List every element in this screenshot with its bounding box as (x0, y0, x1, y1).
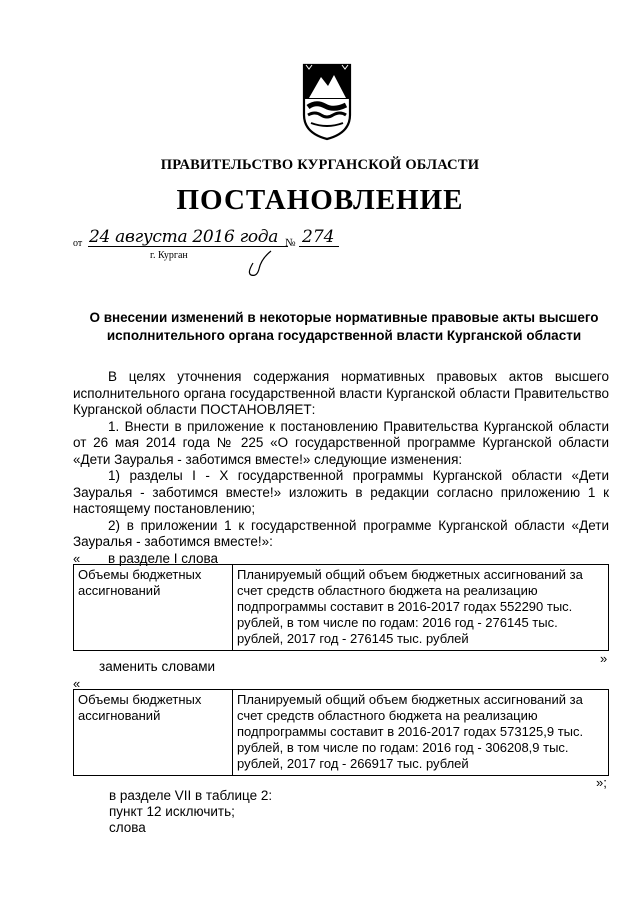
signature-stroke-icon (241, 249, 277, 279)
table-label-cell: Объемы бюджетных ассигнований (74, 690, 233, 776)
date-underline (88, 246, 288, 247)
table-row (74, 690, 609, 776)
date-number-line (73, 229, 373, 277)
open-quote-2: « (73, 676, 81, 691)
handwritten-date: 24 августа 2016 года (89, 227, 279, 247)
table-text-cell: Планируемый общий объем бюджетных ассигнований за счет средств областного бюджета на реализацию подпрограммы составит в 2016-2017 годах 573125,9 тыс. рублей, в том числе по годам: 2016 год - 306208,9 тыс. рублей, 2017 год - 266917 тыс. рублей (233, 690, 609, 776)
item-1-paragraph: 1. Внести в приложение к постановлению Правительства Курганской области от 26 мая 2014 года № 225 «О государственной программе Курганской области «Дети Зауралья - заботимся вместе!» следующие изменения: (73, 418, 609, 467)
point-12-line: пункт 12 исключить; (109, 804, 235, 819)
item-1-1-paragraph: 1) разделы I - X государственной программы Курганской области «Дети Зауралья - заботимся вместе!» изложить в редакции согласно приложению 1 к настоящему постановлению; (73, 468, 609, 516)
section-1-words: в разделе I слова (108, 550, 219, 566)
budget-table-new (73, 689, 609, 776)
body-paragraphs (73, 369, 609, 567)
document-subject: О внесении изменений в некоторые нормативные правовые акты высшего исполнительного органа государственной власти Курганской области (89, 310, 599, 343)
date-prefix: от (73, 238, 83, 249)
number-underline (299, 246, 339, 247)
kurgan-coat-of-arms-icon (301, 63, 353, 141)
organization-title: ПРАВИТЕЛЬСТВО КУРГАНСКОЙ ОБЛАСТИ (160, 157, 480, 173)
number-sign: № (285, 237, 296, 249)
budget-table-old (73, 564, 609, 651)
document-title: ПОСТАНОВЛЕНИЕ (176, 184, 464, 216)
intro-paragraph: В целях уточнения содержания нормативных правовых актов высшего исполнительного органа государственной власти Курганской области Правительство Курганской области ПОСТАНОВЛЯЕТ: (73, 369, 609, 417)
table-label-cell: Объемы бюджетных ассигнований (74, 565, 233, 651)
table-row (74, 565, 609, 651)
close-quote-1: » (600, 651, 608, 666)
city-label: г. Курган (150, 250, 188, 261)
replace-with-text: заменить словами (99, 659, 216, 674)
item-1-2-paragraph: 2) в приложении 1 к государственной программе Курганской области «Дети Зауралья - заботимся вместе!»: (73, 517, 609, 549)
handwritten-number: 274 (302, 227, 335, 247)
close-quote-semicolon: »; (596, 775, 607, 790)
open-quote-1: « (73, 551, 81, 566)
table-text-cell: Планируемый общий объем бюджетных ассигнований за счет средств областного бюджета на реализацию подпрограммы составит в 2016-2017 годах 552290 тыс. рублей, в том числе по годам: 2016 год - 276145 тыс. рублей, 2017 год - 276145 тыс. рублей (233, 565, 609, 651)
section-7-line: в разделе VII в таблице 2: (109, 788, 273, 803)
words-line: слова (109, 820, 146, 835)
